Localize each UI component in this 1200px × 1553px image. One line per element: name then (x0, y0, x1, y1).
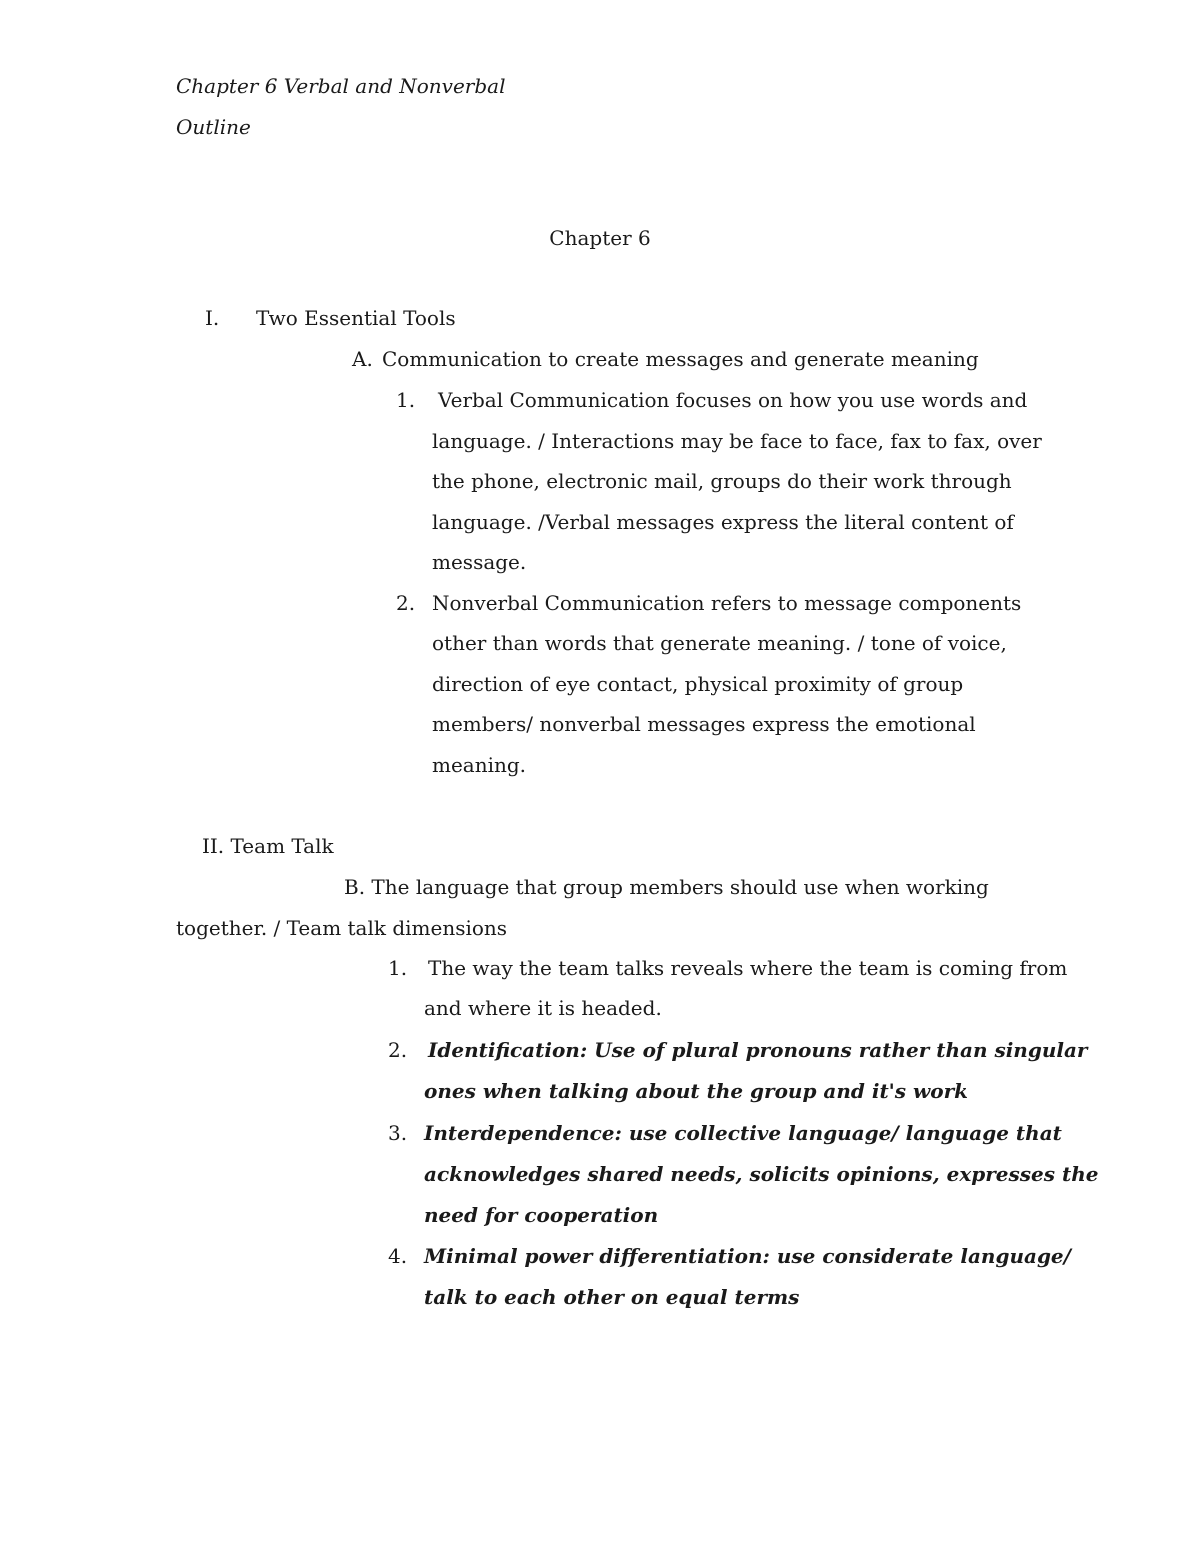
section-1-item-2-line-3: direction of eye contact, physical proximity of group (432, 672, 964, 696)
section-1-item-1-number: 1. (396, 388, 416, 412)
chapter-heading: Chapter 6 (549, 226, 651, 250)
document-subtitle: Outline (176, 115, 251, 139)
section-1-item-1-line-2: language. / Interactions may be face to face, fax to fax, over (432, 429, 1042, 453)
section-2-item-3-number: 3. (388, 1121, 408, 1145)
section-2-item-4-line-2: talk to each other on equal terms (424, 1285, 800, 1309)
section-2-item-2-number: 2. (388, 1038, 408, 1062)
section-1-numeral: I. (205, 306, 220, 330)
section-2-item-3-line-3: need for cooperation (424, 1203, 659, 1227)
section-2-item-1-number: 1. (388, 956, 408, 980)
section-2-item-3-line-2: acknowledges shared needs, solicits opinions, expresses the (424, 1162, 1099, 1186)
section-2-sub-line-1: B. The language that group members should use when working (344, 875, 989, 899)
section-2-item-4-line-1: Minimal power differentiation: use considerate language/ (424, 1244, 1071, 1268)
document-title: Chapter 6 Verbal and Nonverbal (176, 74, 506, 98)
section-1-title: Two Essential Tools (256, 306, 456, 330)
section-1-sub-letter: A. (352, 347, 373, 371)
section-1-item-1-line-4: language. /Verbal messages express the literal content of (432, 510, 1014, 534)
section-2-item-1-line-2: and where it is headed. (424, 996, 662, 1020)
section-2-item-2-line-1: Identification: Use of plural pronouns rather than singular (428, 1038, 1088, 1062)
section-1-item-1-line-5: message. (432, 550, 527, 574)
section-1-item-2-line-5: meaning. (432, 753, 527, 777)
section-2-item-1-line-1: The way the team talks reveals where the team is coming from (428, 956, 1068, 980)
section-1-item-2-line-4: members/ nonverbal messages express the emotional (432, 712, 976, 736)
section-2-title: II. Team Talk (202, 834, 334, 858)
section-1-item-2-number: 2. (396, 591, 416, 615)
section-1-item-1-line-3: the phone, electronic mail, groups do their work through (432, 469, 1012, 493)
section-1-sub-text: Communication to create messages and generate meaning (382, 347, 979, 371)
section-2-sub-line-2: together. / Team talk dimensions (176, 916, 508, 940)
section-1-item-2-line-2: other than words that generate meaning. / tone of voice, (432, 631, 1007, 655)
section-1-item-1-line-1: Verbal Communication focuses on how you use words and (438, 388, 1028, 412)
section-2-item-4-number: 4. (388, 1244, 408, 1268)
section-2-item-3-line-1: Interdependence: use collective language/ language that (424, 1121, 1062, 1145)
section-1-item-2-line-1: Nonverbal Communication refers to message components (432, 591, 1022, 615)
section-2-item-2-line-2: ones when talking about the group and it's work (424, 1079, 968, 1103)
